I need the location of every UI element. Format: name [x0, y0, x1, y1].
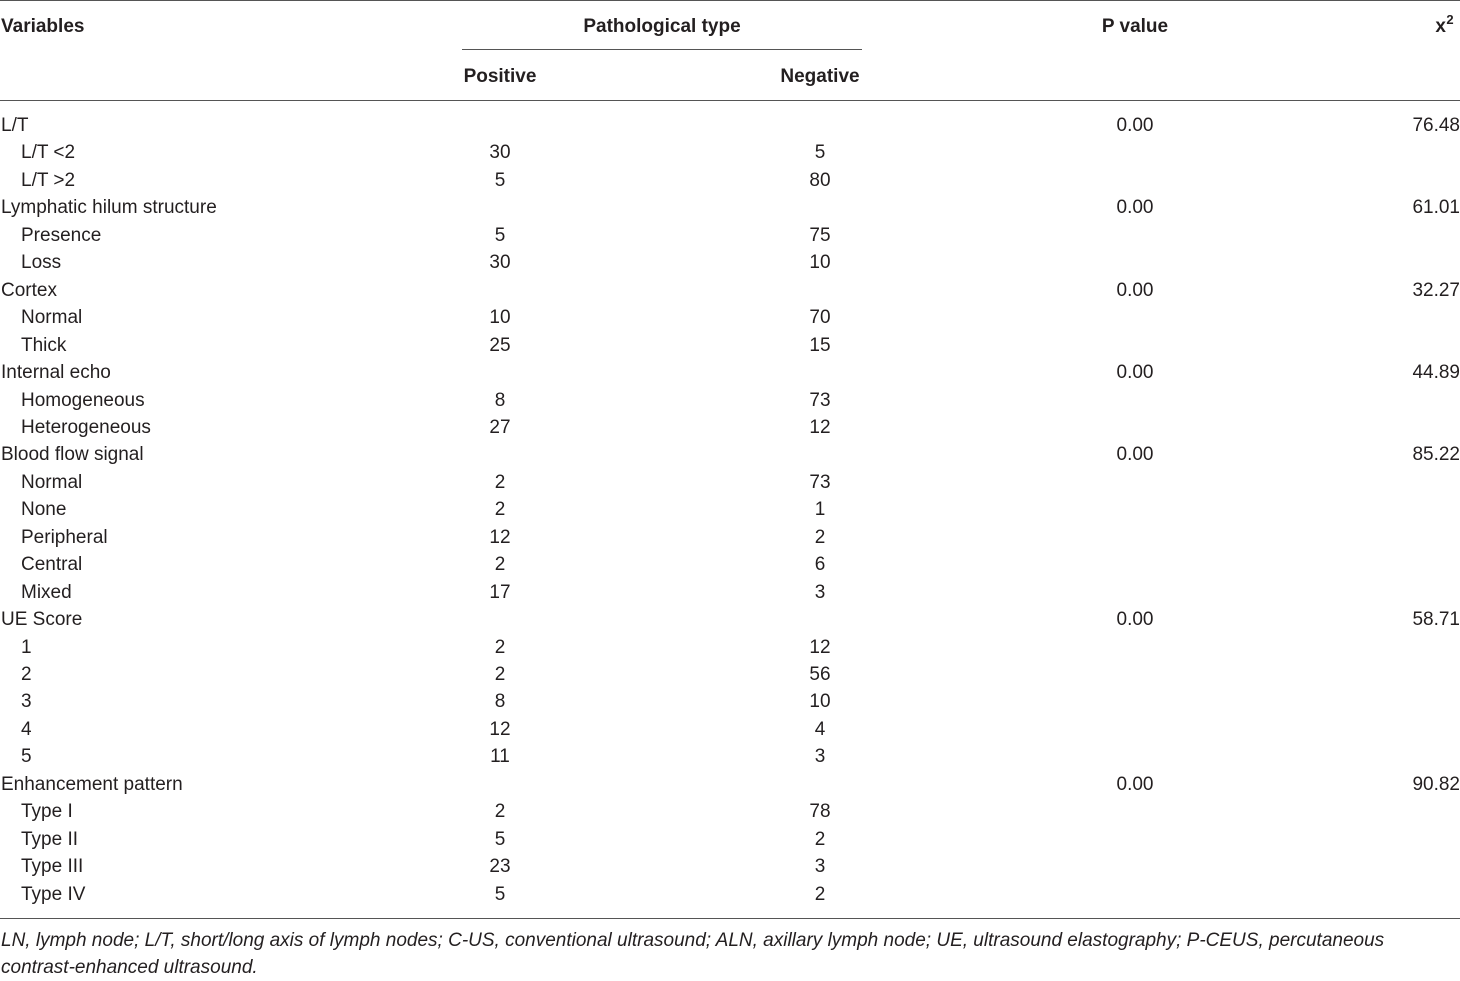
positive-count: 25: [489, 335, 511, 356]
variable-label: UE Score: [1, 609, 83, 630]
negative-count: 6: [814, 554, 826, 575]
variable-label: L/T <2: [21, 142, 76, 163]
variable-label: Normal: [21, 307, 83, 328]
x2-value: 76.48: [1412, 115, 1460, 136]
negative-count: 12: [809, 417, 831, 438]
variable-label: Type I: [21, 801, 73, 822]
negative-count: 10: [809, 691, 831, 712]
negative-count: 2: [814, 829, 826, 850]
negative-count: 10: [809, 252, 831, 273]
negative-count: 4: [814, 719, 826, 740]
variable-label: Heterogeneous: [21, 417, 151, 438]
positive-count: 2: [494, 554, 506, 575]
header-positive: Positive: [463, 66, 537, 87]
negative-count: 75: [809, 225, 831, 246]
negative-count: 56: [809, 664, 831, 685]
header-rule: [0, 100, 1460, 101]
variable-label: L/T >2: [21, 170, 76, 191]
p-value: 0.00: [1116, 362, 1154, 383]
positive-count: 8: [494, 691, 506, 712]
negative-count: 1: [814, 499, 826, 520]
variable-label: Cortex: [1, 280, 57, 301]
top-rule: [0, 0, 1460, 1]
positive-count: 8: [494, 390, 506, 411]
x2-superscript: 2: [1446, 12, 1454, 27]
variable-label: Central: [21, 554, 83, 575]
variable-label: Mixed: [21, 582, 72, 603]
positive-count: 2: [494, 801, 506, 822]
negative-count: 78: [809, 801, 831, 822]
positive-count: 2: [494, 472, 506, 493]
negative-count: 80: [809, 170, 831, 191]
negative-count: 2: [814, 884, 826, 905]
positive-count: 11: [490, 746, 510, 767]
variable-label: None: [21, 499, 67, 520]
p-value: 0.00: [1116, 609, 1154, 630]
positive-count: 2: [494, 637, 506, 658]
positive-count: 5: [494, 884, 506, 905]
variable-label: Normal: [21, 472, 83, 493]
x2-value: 44.89: [1412, 362, 1460, 383]
negative-count: 3: [814, 856, 826, 877]
x2-value: 58.71: [1412, 609, 1460, 630]
p-value: 0.00: [1116, 774, 1154, 795]
positive-count: 17: [489, 582, 511, 603]
variable-label: 1: [21, 637, 32, 658]
bottom-rule: [0, 918, 1460, 919]
variable-label: 5: [21, 746, 32, 767]
variable-label: L/T: [1, 115, 29, 136]
header-pathological-type: Pathological type: [583, 16, 741, 37]
negative-count: 5: [814, 142, 826, 163]
positive-count: 12: [489, 527, 511, 548]
positive-count: 12: [489, 719, 511, 740]
pathological-type-underline: [462, 49, 862, 50]
variable-label: Peripheral: [21, 527, 108, 548]
negative-count: 73: [809, 390, 831, 411]
negative-count: 70: [809, 307, 831, 328]
variable-label: Blood flow signal: [1, 444, 144, 465]
x2-value: 61.01: [1412, 197, 1460, 218]
positive-count: 5: [494, 225, 506, 246]
x2-value: 90.82: [1412, 774, 1460, 795]
p-value: 0.00: [1116, 197, 1154, 218]
negative-count: 2: [814, 527, 826, 548]
positive-count: 2: [494, 499, 506, 520]
variable-label: 3: [21, 691, 32, 712]
p-value: 0.00: [1116, 280, 1154, 301]
negative-count: 73: [809, 472, 831, 493]
variable-label: Type II: [21, 829, 79, 850]
x2-value: 32.27: [1412, 280, 1460, 301]
header-variables: Variables: [1, 16, 85, 37]
variable-label: 2: [21, 664, 32, 685]
positive-count: 2: [494, 664, 506, 685]
variable-label: 4: [21, 719, 32, 740]
header-p-value: P value: [1101, 16, 1169, 37]
variable-label: Thick: [21, 335, 67, 356]
p-value: 0.00: [1116, 115, 1154, 136]
x2-value: 85.22: [1412, 444, 1460, 465]
positive-count: 30: [489, 142, 511, 163]
negative-count: 15: [809, 335, 831, 356]
variable-label: Type III: [21, 856, 84, 877]
negative-count: 12: [809, 637, 831, 658]
variable-label: Homogeneous: [21, 390, 145, 411]
positive-count: 30: [489, 252, 511, 273]
variable-label: Presence: [21, 225, 102, 246]
positive-count: 27: [489, 417, 511, 438]
positive-count: 10: [489, 307, 511, 328]
header-negative: Negative: [780, 66, 860, 87]
positive-count: 5: [494, 170, 506, 191]
variable-label: Enhancement pattern: [1, 774, 183, 795]
footnote: LN, lymph node; L/T, short/long axis of lymph nodes; C-US, conventional ultrasound; ALN, axillary lymph node; UE, ultrasound elastography; P-CEUS, percutaneous contrast-enhanced ultrasound.: [1, 930, 1385, 978]
positive-count: 23: [489, 856, 511, 877]
header-x2: x 2: [1435, 16, 1446, 38]
negative-count: 3: [814, 582, 826, 603]
variable-label: Lymphatic hilum structure: [1, 197, 217, 218]
positive-count: 5: [494, 829, 506, 850]
negative-count: 3: [814, 746, 826, 767]
variable-label: Type IV: [21, 884, 86, 905]
p-value: 0.00: [1116, 444, 1154, 465]
variable-label: Loss: [21, 252, 62, 273]
variable-label: Internal echo: [1, 362, 111, 383]
